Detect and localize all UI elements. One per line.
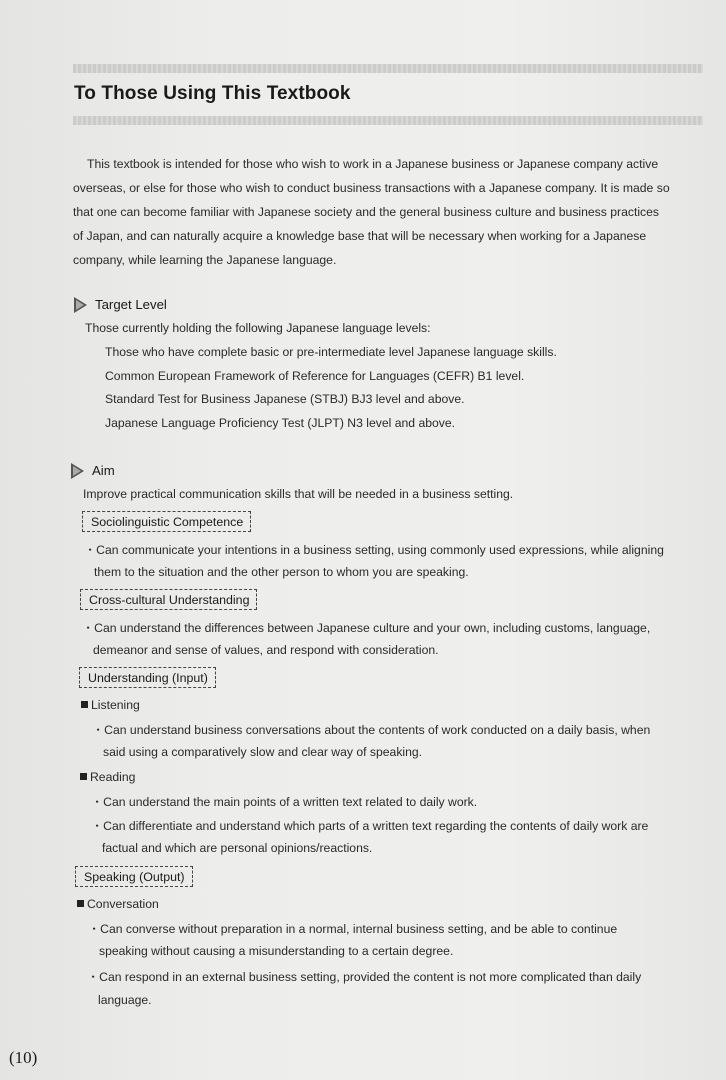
conversation-line: speaking without causing a misunderstanding to a certain degree.	[99, 944, 454, 958]
intro-paragraph	[73, 152, 705, 272]
intro-line: company, while learning the Japanese language.	[73, 253, 337, 267]
target-level-item: Common European Framework of Reference for Languages (CEFR) B1 level.	[105, 369, 525, 383]
sociolinguistic-box: Sociolinguistic Competence	[82, 511, 251, 532]
reading-label: Reading	[80, 770, 135, 784]
socio-line: ・Can communicate your intentions in a business setting, using commonly used expressions, while aligning	[84, 543, 664, 557]
target-level-item: Japanese Language Proficiency Test (JLPT) N3 level and above.	[105, 416, 456, 430]
conversation-label: Conversation	[77, 897, 159, 911]
reading-line: factual and which are personal opinions/reactions.	[102, 841, 373, 855]
understanding-input-box: Understanding (Input)	[79, 667, 216, 688]
target-level-item: Those who have complete basic or pre-intermediate level Japanese language skills.	[105, 345, 557, 359]
listening-label: Listening	[81, 698, 140, 712]
cross-cultural-box: Cross-cultural Understanding	[80, 589, 257, 610]
square-bullet-icon	[81, 701, 88, 708]
listening-line: ・Can understand business conversations about the contents of work conducted on a daily basis, when	[92, 723, 651, 737]
target-level-item: Standard Test for Business Japanese (STBJ) BJ3 level and above.	[105, 392, 465, 406]
cross-line: demeanor and sense of values, and respond with consideration.	[93, 643, 439, 657]
page-number: (10)	[9, 1048, 38, 1067]
title-rule-bottom	[73, 116, 703, 125]
cross-line: ・Can understand the differences between Japanese culture and your own, including customs, language,	[82, 621, 651, 635]
intro-line: This textbook is intended for those who wish to work in a Japanese business or Japanese company active	[87, 157, 659, 171]
speaking-output-box: Speaking (Output)	[75, 866, 193, 887]
title-rule-top	[73, 64, 703, 73]
page-title: To Those Using This Textbook	[74, 83, 351, 104]
conversation-line: ・Can respond in an external business setting, provided the content is not more complicated than daily	[87, 970, 642, 984]
triangle-bullet-icon	[71, 463, 84, 479]
listening-line: said using a comparatively slow and clear way of speaking.	[103, 745, 423, 759]
aim-lead: Improve practical communication skills that will be needed in a business setting.	[83, 487, 514, 501]
target-level-heading: Target Level	[95, 297, 167, 312]
square-bullet-icon	[77, 900, 84, 907]
socio-line: them to the situation and the other person to whom you are speaking.	[94, 565, 469, 579]
reading-line: ・Can understand the main points of a written text related to daily work.	[91, 795, 478, 809]
triangle-bullet-icon	[74, 297, 87, 313]
intro-line: that one can become familiar with Japanese society and the general business culture and business practices	[73, 205, 660, 219]
reading-line: ・Can differentiate and understand which parts of a written text regarding the contents of daily work are	[91, 819, 649, 833]
aim-heading: Aim	[92, 463, 115, 478]
conversation-line: ・Can converse without preparation in a normal, internal business setting, and be able to continue	[88, 922, 618, 936]
conversation-line: language.	[98, 993, 152, 1007]
target-level-lead: Those currently holding the following Japanese language levels:	[85, 321, 431, 335]
intro-line: overseas, or else for those who wish to conduct business transactions with a Japanese company. It is made so	[73, 181, 670, 195]
intro-line: of Japan, and can naturally acquire a knowledge base that will be necessary when working for a Japanese	[73, 229, 647, 243]
square-bullet-icon	[80, 773, 87, 780]
